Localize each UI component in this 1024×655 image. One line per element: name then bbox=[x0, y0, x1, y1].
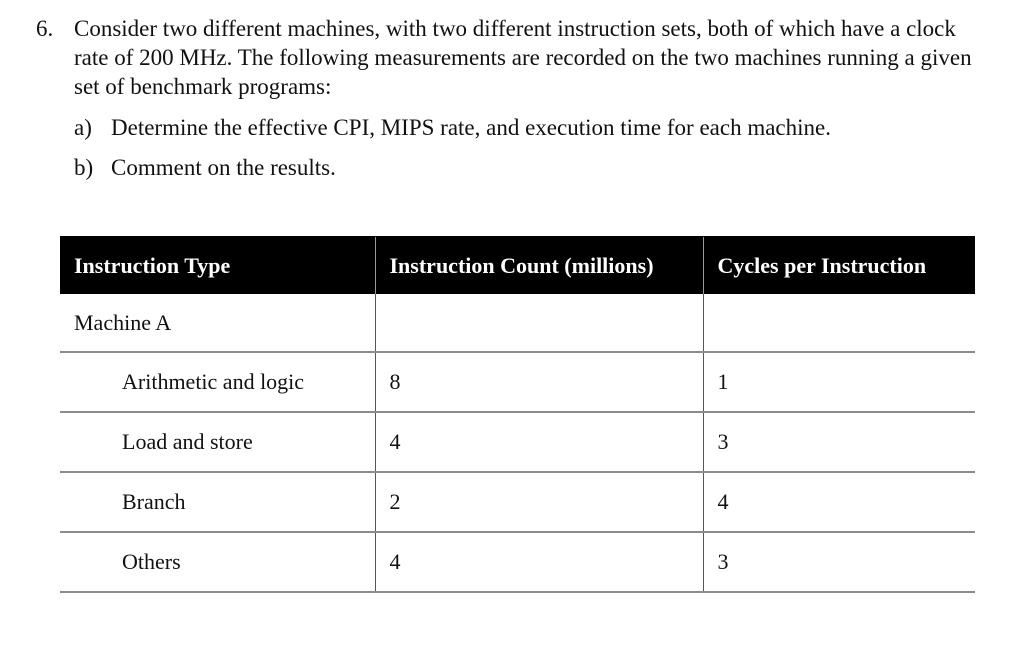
row-cpi: 4 bbox=[703, 472, 975, 532]
question-number: 6. bbox=[36, 16, 54, 41]
table-row bbox=[60, 412, 975, 472]
table-header-row bbox=[60, 237, 975, 295]
group-label: Machine A bbox=[60, 294, 375, 352]
row-cpi: 1 bbox=[703, 352, 975, 412]
row-count: 2 bbox=[375, 472, 703, 532]
part-b-text: Comment on the results. bbox=[111, 155, 336, 180]
header-instruction-count: Instruction Count (millions) bbox=[375, 237, 703, 295]
part-a-text: Determine the effective CPI, MIPS rate, and execution time for each machine. bbox=[111, 115, 831, 140]
part-b bbox=[74, 153, 336, 182]
row-count: 4 bbox=[375, 532, 703, 592]
group-empty-cell bbox=[375, 294, 703, 352]
table-row bbox=[60, 472, 975, 532]
table-row bbox=[60, 352, 975, 412]
group-empty-cell bbox=[703, 294, 975, 352]
part-a-label: a) bbox=[74, 115, 92, 140]
row-cpi: 3 bbox=[703, 412, 975, 472]
part-b-label: b) bbox=[74, 155, 94, 180]
group-row-machine-a bbox=[60, 294, 975, 352]
row-type: Branch bbox=[60, 472, 375, 532]
header-instruction-type: Instruction Type bbox=[60, 237, 375, 295]
row-count: 4 bbox=[375, 412, 703, 472]
row-count: 8 bbox=[375, 352, 703, 412]
row-type: Load and store bbox=[60, 412, 375, 472]
row-cpi: 3 bbox=[703, 532, 975, 592]
question-text: Consider two different machines, with two different instruction sets, both of which have a clock rate of 200 MHz. The following measurements are recorded on the two machines running a given set of benchmark programs: bbox=[74, 16, 972, 99]
header-cycles-per-instruction: Cycles per Instruction bbox=[703, 237, 975, 295]
row-type: Arithmetic and logic bbox=[60, 352, 375, 412]
table-row bbox=[60, 532, 975, 592]
part-a bbox=[74, 113, 831, 142]
row-type: Others bbox=[60, 532, 375, 592]
question-block bbox=[36, 14, 996, 101]
instruction-table bbox=[60, 236, 975, 593]
